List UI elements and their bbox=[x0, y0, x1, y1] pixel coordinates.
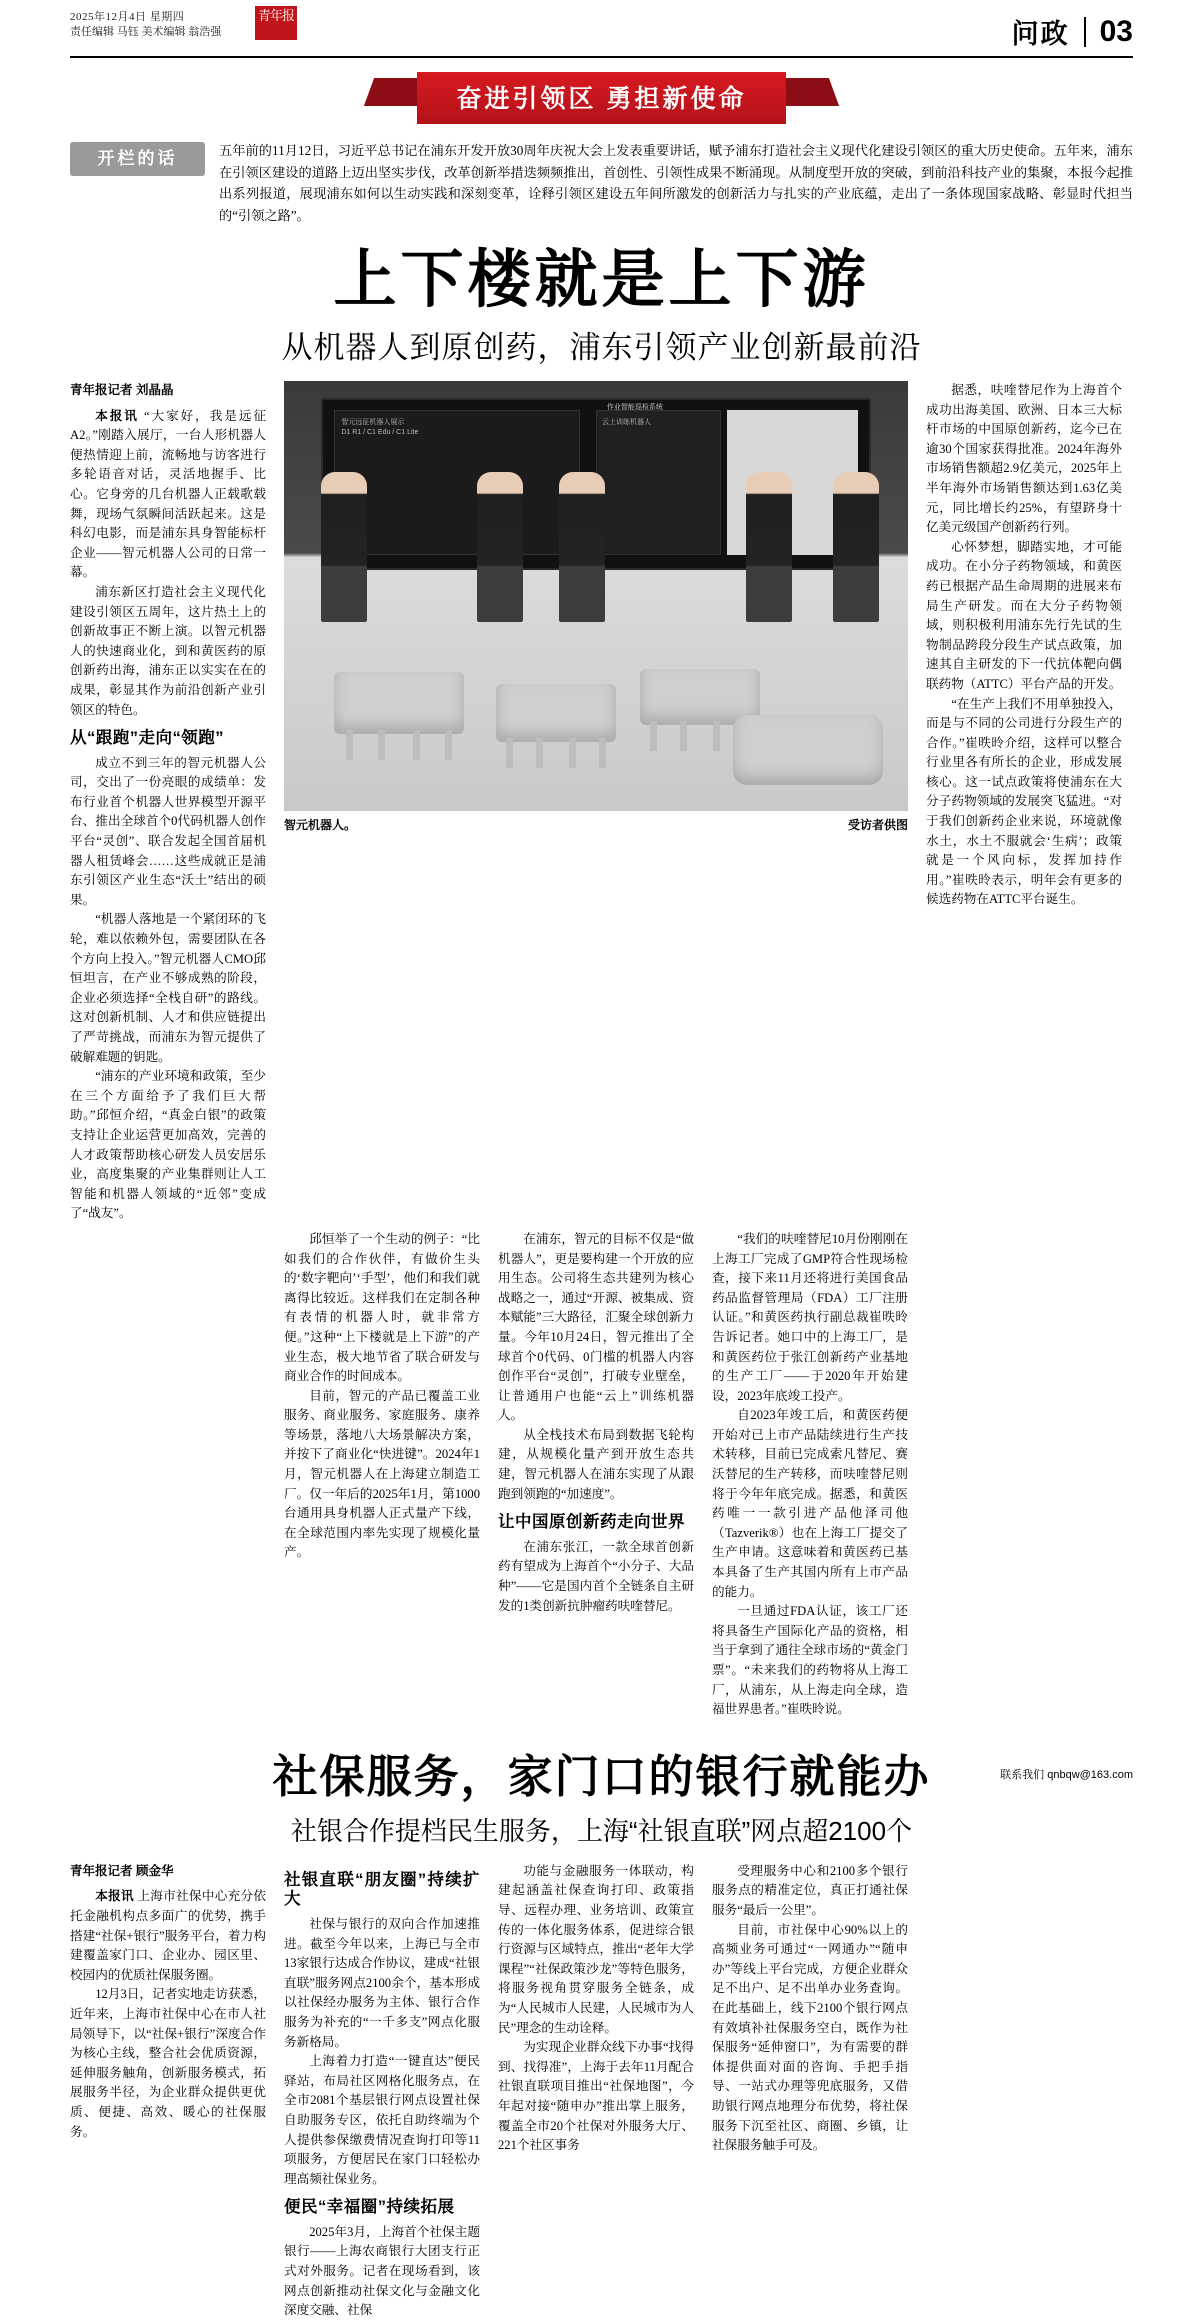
screen-panel-middle bbox=[596, 410, 721, 554]
article2-column-5-spacer bbox=[926, 1862, 1122, 2321]
editors-note-paragraph: 五年前的11月12日，习近平总书记在浦东开发开放30周年庆祝大会上发表重要讲话，赋予浦东打造社会主义现代化建设引领区的重大历史使命。五年来，浦东在引领区建设的道路上迈出坚实步伐，改革创新举措迭频频推出，首创性、引领性成果不断涌现。从制度型开放的突破，到前沿科技产业的集聚，本报今起推出系列报道，展现浦东如何以生动实践和深刻变革，诠释引领区建设五年间所激发的创新活力与扎实的产业底蕴，走出了一条体现国家战略、彰显时代担当的“引领之路”。 bbox=[219, 143, 1133, 223]
article2-title: 社保服务，家门口的银行就能办 bbox=[272, 1750, 931, 1802]
article1-column-1 bbox=[70, 381, 266, 1224]
paragraph: 受理服务中心和2100多个银行服务点的精准定位，真正打通社保服务“最后一公里”。 bbox=[712, 1863, 908, 1917]
person-figure bbox=[321, 472, 367, 622]
paragraph-text: 上海市社保中心充分依托金融机构点多面广的优势，携手搭建“社保+银行”服务平台，着力构建覆盖家门口、企业办、园区里、校园内的优质社保服务圈。 bbox=[70, 1889, 267, 1982]
paragraph: 浦东新区打造社会主义现代化建设引领区五周年，这片热土上的创新故事正不断上演。以智元机器人的快速商业化，到和黄医药的原创新药出海，浦东正以实实在在的成果，彰显其作为前沿创新产业引领区的特色。 bbox=[70, 584, 266, 717]
article2-headline-block bbox=[70, 1740, 1133, 1848]
masthead-divider bbox=[1084, 17, 1086, 47]
paragraph: 从全栈技术布局到数据飞轮构建，从规模化量产到开放生态共建，智元机器人在浦东实现了从跟跑到领跑的“加速度”。 bbox=[498, 1427, 694, 1501]
robot-exhibition-photo bbox=[284, 381, 908, 811]
article1-subtitle: 从机器人到原创药，浦东引领产业创新最前沿 bbox=[281, 330, 922, 365]
screen-label-1: 智元远征机器人展示 bbox=[341, 419, 405, 427]
paragraph: 自2023年竣工后，和黄医药便开始对已上市产品陆续进行生产技术转移，目前已完成索凡替尼、赛沃替尼的生产转移，而呋喹替尼则将于今年年底完成。据悉，和黄医药唯一一款引进产品他泽司他（Tazverik®）也在上海工厂提交了生产申请。这意味着和黄医药已基本具备了生产其国内所有上市产品的能力。 bbox=[712, 1408, 908, 1599]
article1-column-5 bbox=[926, 381, 1122, 1224]
campaign-banner: 奋进引领区 勇担新使命 bbox=[417, 72, 787, 124]
photo-caption: 智元机器人。 bbox=[284, 818, 357, 832]
contact-footer: 联系我们 qnbqw@163.com bbox=[1000, 1769, 1133, 1781]
paragraph: 2025年3月，上海首个社保主题银行——上海农商银行大团支行正式对外服务。记者在现场看到，该网点创新推动社保文化与金融文化深度交融、社保 bbox=[284, 2224, 480, 2318]
quadruped-robot bbox=[334, 672, 464, 734]
campaign-banner-wrap bbox=[70, 72, 1133, 124]
photo-credit: 受访者供图 bbox=[847, 818, 908, 832]
paragraph: “我们的呋喹替尼10月份刚刚在上海工厂完成了GMP符合性现场检查，接下来11月还将进行美国食品药品监督管理局（FDA）工厂注册认证。”和黄医药执行副总裁崔昳昤告诉记者。她口中的上海工厂，是和黄医药位于张江创新药产业基地的生产工厂——于2020年开始建设，2023年底竣工投产。 bbox=[712, 1231, 908, 1403]
article1-column-4 bbox=[712, 1230, 908, 1720]
article2-subhead-1: 社银直联“朋友圈”持续扩大 bbox=[284, 1870, 480, 1909]
screen-panel-left bbox=[334, 410, 579, 554]
article2-column-3 bbox=[498, 1862, 694, 2321]
person-figure bbox=[477, 472, 523, 622]
editors-note bbox=[70, 140, 1133, 226]
paragraph: 据悉，呋喹替尼作为上海首个成功出海美国、欧洲、日本三大标杆市场的中国原创新药，迄今已在逾30个国家获得批准。2024年海外市场销售额超2.9亿美元，2025年上半年海外市场销售额达到1.63亿美元，同比增长约25%，有望跻身十亿美元级国产创新药行列。 bbox=[926, 383, 1122, 535]
mobile-robot bbox=[733, 715, 883, 785]
paragraph: “在生产上我们不用单独投入，而是与不同的公司进行分段生产的合作。”崔昳昤介绍，这样可以整合行业里各有所长的企业，形成发展核心。这一试点政策将使浦东在大分子药物领域的发展突飞猛进。“对于我们创新药企业来说，环境就像水土，水土不服就会‘生病’；政策就是一个风向标，发挥加持作用。”崔昳昤表示，明年会有更多的候选药物在ATTC平台诞生。 bbox=[926, 696, 1122, 907]
screen-label-4: 作业智能巡检系统 bbox=[606, 404, 663, 412]
quadruped-robot bbox=[496, 684, 616, 742]
article2-column-2 bbox=[284, 1862, 480, 2321]
article1-photo-block bbox=[284, 381, 908, 1224]
person-figure bbox=[833, 472, 879, 622]
article2-subtitle: 社银合作提档民生服务，上海“社银直联”网点超2100个 bbox=[290, 1815, 913, 1846]
publication-date: 2025年12月4日 星期四 bbox=[70, 11, 185, 23]
paragraph: 为实现企业群众线下办事“找得到、找得准”，上海于去年11月配合社银直联项目推出“社保地图”，今年起对接“随申办”推出掌上服务，覆盖全市20个社保对外服务大厅、221个社区事务 bbox=[498, 2040, 694, 2153]
article2-column-1 bbox=[70, 1862, 266, 2321]
paragraph: 在浦东，智元的目标不仅是“做机器人”，更是要构建一个开放的应用生态。公司将生态共建列为核心战略之一，通过“开源、被集成、资本赋能”三大路径，汇聚全球创新力量。今年10月24日，智元推出了全球首个0代码、0门槛的机器人内容创作平台“灵创”，打破专业壁垒，让普通用户也能“云上”训练机器人。 bbox=[498, 1231, 694, 1423]
article2-column-4 bbox=[712, 1862, 908, 2321]
masthead bbox=[70, 0, 1133, 58]
masthead-right bbox=[1012, 10, 1133, 51]
article1-byline: 青年报记者 刘晶晶 bbox=[70, 383, 174, 397]
section-title: 问政 bbox=[1011, 19, 1070, 49]
page-number: 03 bbox=[1099, 14, 1133, 48]
article1-headline-block bbox=[70, 244, 1133, 367]
article1-subhead-2: 让中国原创新药走向世界 bbox=[498, 1513, 685, 1532]
paragraph: 在浦东张江，一款全球首创新药有望成为上海首个“小分子、大品种”——它是国内首个全链条自主研发的1类创新抗肿瘤药呋喹替尼。 bbox=[498, 1539, 694, 1613]
editor-credits: 责任编辑 马钰 美术编辑 翁浩强 bbox=[70, 26, 222, 38]
article2-byline: 青年报记者 顾金华 bbox=[70, 1863, 174, 1878]
article1-top-grid bbox=[70, 381, 1133, 1224]
paragraph: 心怀梦想，脚踏实地，才可能成功。在小分子药物领域，和黄医药已根据产品生命周期的进展来布局生产研发。而在大分子药物领域，则积极利用浦东先行先试的生物制品跨段分段生产试点政策，加速其自主研发的下一代抗体靶向偶联药物（ATTC）平台产品的开发。 bbox=[926, 539, 1122, 691]
editors-note-text bbox=[219, 140, 1133, 226]
screen-label-3: 云上训练机器人 bbox=[601, 419, 651, 427]
paragraph: “浦东的产业环境和政策，至少在三个方面给予了我们巨大帮助。”邱恒介绍，“真金白银”的政策支持让企业运营更加高效，完善的人才政策帮助核心研发人员安居乐业，高度集聚的产业集群则让人工智能和机器人领域的“近邻”变成了“战友”。 bbox=[70, 1069, 266, 1221]
paragraph: 社保与银行的双向合作加速推进。截至今年以来，上海已与全市13家银行达成合作协议，建成“社银直联”服务网点2100余个，基本形成以社保经办服务为主体、银行合作服务为补充的“一千多支”网点化服务新格局。 bbox=[284, 1916, 480, 2049]
masthead-left bbox=[70, 10, 221, 40]
article2-grid bbox=[70, 1862, 1133, 2321]
paragraph-text: “大家好，我是远征A2。”刚踏入展厅，一台人形机器人便热情迎上前，流畅地与访客进行多轮语音对话，灵活地握手、比心。它身旁的几台机器人正载歌载舞，现场气氛瞬间活跃起来。这是科幻电影，而是浦东具身智能标杆企业——智元机器人公司的日常一幕。 bbox=[70, 408, 266, 580]
lead-in-label: 本报讯 bbox=[95, 408, 139, 423]
paragraph: 功能与金融服务一体联动，构建起涵盖社保查询打印、政策指导、远程办理、业务培训、政策宣传的一体化服务体系，促进综合银行资源与区域特点，推出“老年大学课程”“社保政策沙龙”等特色服务，将服务视角贯穿服务全链条，成为“人民城市人民建，人民城市为人民”理念的生动诠释。 bbox=[498, 1863, 694, 2035]
paragraph bbox=[70, 1887, 266, 1985]
paragraph: 邱恒举了一个生动的例子：“比如我们的合作伙伴，有做价生头的‘数字靶向’‘手型’，他们和我们就离得比较近。这样我们在定制各种有表情的机器人时，就非常方便。”这种“上下楼就是上下游”的产业生态，极大地节省了联合研发与商业合作的时间成本。 bbox=[284, 1231, 480, 1384]
paragraph: 上海着力打造“一键直达”便民驿站，布局社区网格化服务点，在全市2081个基层银行网点设置社保自助服务专区，依托自助终端为个人提供参保缴费情况查询打印等11项服务，方便居民在家门口轻松办理高频社保业务。 bbox=[284, 2054, 480, 2186]
paragraph: “机器人落地是一个紧闭环的飞轮，难以依赖外包，需要团队在各个方向上投入。”智元机器人CMO邱恒坦言，在产业不够成熟的阶段，企业必须选择“全栈自研”的路线。这对创新机制、人才和供应链提出了严苛挑战，而浦东为智元提供了破解难题的钥匙。 bbox=[70, 912, 266, 1064]
article1-lower-grid bbox=[284, 1230, 1116, 1720]
paragraph: 目前，智元的产品已覆盖工业服务、商业服务、家庭服务、康养等场景，落地八大场景解决方案，并按下了商业化“快进键”。2024年1月，智元机器人在上海建立制造工厂。仅一年后的2025年1月，第1000台通用具身机器人正式量产下线，在全球范围内率先实现了规模化量产。 bbox=[284, 1388, 480, 1560]
screen-label-2: D1 R1 / C1 Edu / C1 Lite bbox=[341, 429, 419, 437]
article1-column-2 bbox=[284, 1230, 480, 1720]
paragraph: 目前，市社保中心90%以上的高频业务可通过“一网通办”“随申办”等线上平台完成，方便企业群众足不出户、足不出单办业务查询。在此基础上，线下2100个银行网点有效填补社保服务空白，既作为社保服务“延伸窗口”，为有需要的群体提供面对面的咨询、手把手指导、一站式办理等兜底服务，又借助银行网点地理分布优势，将社保服务下沉至社区、商圈、乡镇，让社保服务触手可及。 bbox=[712, 1922, 908, 2153]
article1-subhead-1: 从“跟跑”走向“领跑” bbox=[70, 729, 224, 748]
editors-note-tag: 开栏的话 bbox=[70, 142, 205, 176]
newspaper-logo: 青年报 bbox=[255, 6, 297, 40]
paragraph bbox=[70, 407, 266, 583]
paragraph: 12月3日，记者实地走访获悉，近年来，上海市社保中心在市人社局领导下，以“社保+银行”深度合作为核心主线，整合社会优质资源，延伸服务触角，创新服务模式，拓展服务半径，为企业群众提供更优质、便捷、高效、暖心的社保服务。 bbox=[70, 1987, 266, 2139]
article1-title: 上下楼就是上下游 bbox=[333, 245, 870, 315]
paragraph: 成立不到三年的智元机器人公司，交出了一份亮眼的成绩单：发布行业首个机器人世界模型开源平台、推出全球首个0代码机器人创作平台“灵创”、联合发起全国首届机器人租赁峰会……这些成就正是浦东引领区产业生态“沃土”结出的硕果。 bbox=[70, 755, 266, 907]
campaign-banner-outer bbox=[357, 72, 847, 124]
lead-in-label: 本报讯 bbox=[95, 1889, 134, 1904]
article1-lower-spacer bbox=[926, 1230, 1122, 1720]
photo-caption-row bbox=[284, 816, 908, 833]
person-figure bbox=[746, 472, 792, 622]
article2-subhead-2: 便民“幸福圈”持续拓展 bbox=[284, 2198, 455, 2217]
article1-column-3 bbox=[498, 1230, 694, 1720]
person-figure bbox=[559, 472, 605, 622]
paragraph: 一旦通过FDA认证，该工厂还将具备生产国际化产品的资格，相当于拿到了通往全球市场的“黄金门票”。“未来我们的药物将从上海工厂，从浦东，从上海走向全球，造福世界患者。”崔昳昤说。 bbox=[712, 1604, 908, 1717]
